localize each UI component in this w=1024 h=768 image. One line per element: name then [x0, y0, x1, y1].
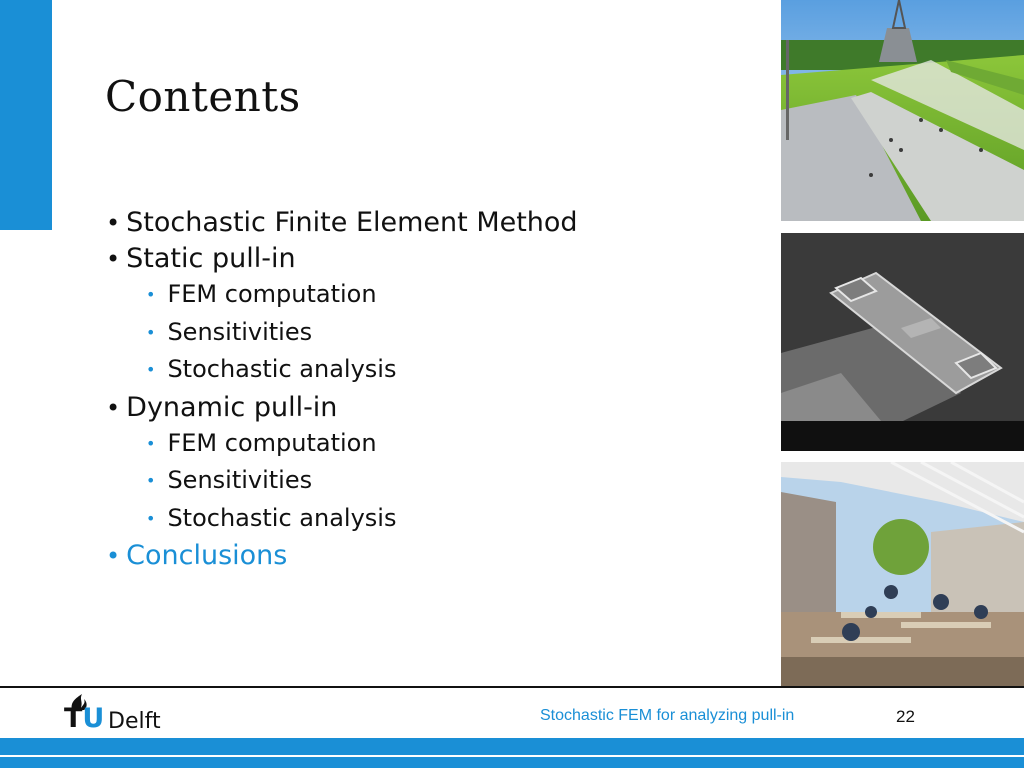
bullet-dot: • [106, 209, 121, 237]
accent-bar [0, 0, 52, 230]
sub-bullet-static-fem [106, 277, 746, 315]
sub-bullet-label: Stochastic analysis [167, 503, 397, 532]
page-number: 22 [896, 707, 915, 726]
campus-library-photo [781, 0, 1024, 221]
bullet-conclusions [106, 538, 746, 574]
presentation-title: Stochastic FEM for analyzing pull-in [540, 707, 795, 724]
bullet-dynamic-pull-in [106, 390, 746, 426]
bullet-label: Conclusions [126, 540, 288, 571]
bullet-dot: • [106, 245, 121, 273]
sub-bullet-dot: • [146, 433, 156, 453]
sub-bullet-label: Sensitivities [167, 317, 313, 346]
sub-bullet-static-stochastic [106, 352, 746, 390]
logo-tu [64, 704, 104, 734]
sub-bullet-dot: • [146, 508, 156, 528]
bullet-static-pull-in [106, 241, 746, 277]
footer-stripe [0, 755, 1024, 757]
sub-bullet-label: FEM computation [167, 280, 377, 308]
tudelft-logo [62, 690, 172, 736]
sub-bullet-label: Stochastic analysis [167, 355, 397, 383]
sub-bullet-static-sensitivities [106, 315, 746, 353]
sub-bullet-dynamic-stochastic [106, 501, 746, 539]
sub-bullet-dot: • [146, 285, 156, 304]
bullet-sfem [106, 205, 746, 241]
sub-bullet-dot: • [146, 471, 156, 490]
bullet-label: Static pull-in [126, 243, 296, 274]
logo-tu-text: T [64, 703, 83, 734]
sub-bullet-dynamic-fem [106, 426, 746, 464]
footer-band [0, 738, 1024, 768]
sub-bullet-label: FEM computation [167, 428, 377, 457]
sub-bullet-dot: • [146, 360, 156, 379]
slide-title: Contents [105, 72, 301, 121]
contents-list [106, 205, 746, 574]
footer-divider [0, 686, 1024, 688]
bullet-dot: • [106, 542, 121, 570]
bullet-label: Stochastic Finite Element Method [126, 207, 578, 238]
logo-delft: Delft [108, 709, 161, 734]
bullet-label: Dynamic pull-in [126, 391, 338, 423]
bullet-dot: • [106, 393, 121, 422]
sem-micrograph-photo [781, 233, 1024, 451]
terrace-photo [781, 462, 1024, 686]
sub-bullet-label: Sensitivities [167, 466, 313, 494]
logo-u-letter: U [82, 703, 105, 734]
sub-bullet-dynamic-sensitivities [106, 463, 746, 501]
sub-bullet-dot: • [146, 322, 156, 342]
